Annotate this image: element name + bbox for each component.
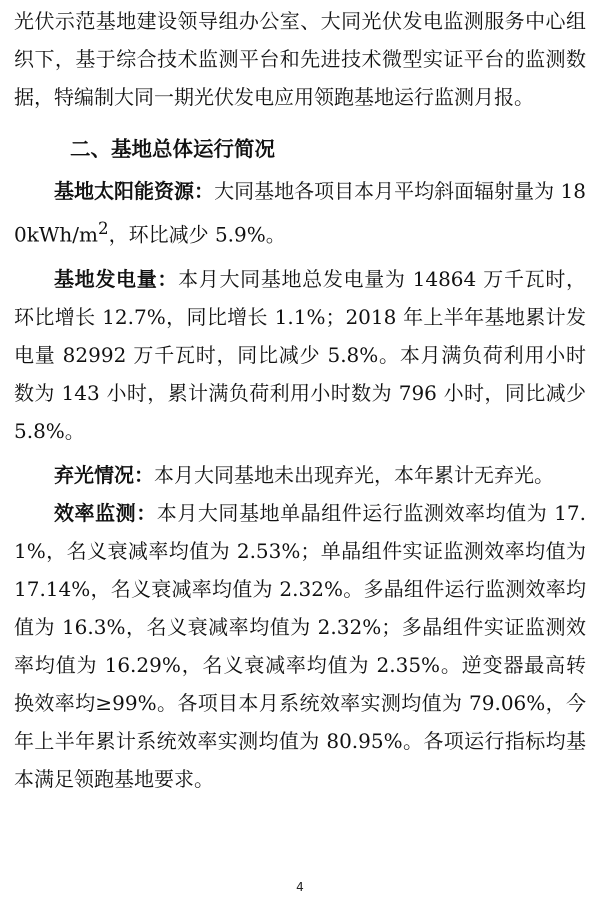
efficiency-paragraph [14,494,586,798]
solar-resource-text: 大同基地各项目本月平均斜面辐射量为 180kWh/m [14,179,586,247]
efficiency-label: 效率监测： [54,500,157,525]
page-number: 4 [296,880,304,894]
curtailment-label: 弃光情况： [54,462,154,487]
curtailment-text: 本月大同基地未出现弃光，本年累计无弃光。 [154,462,554,487]
solar-resource-text-end: ，环比减少 5.9%。 [108,222,286,247]
unit-superscript: 2 [97,219,109,238]
solar-resource-paragraph [14,172,586,254]
section-heading: 二、基地总体运行简况 [70,137,275,161]
curtailment-paragraph [14,456,586,494]
solar-resource-label: 基地太阳能资源： [54,179,215,203]
generation-text: 本月大同基地总发电量为 14864 万千瓦时，环比增长 12.7%，同比增长 1.1%；2018 年上半年基地累计发电量 82992 万千瓦时，同比减少 5.8%。本月满负荷利用小时数为 143 小时，累计满负荷利用小时数为 796 小时，同比减少 5.8%。 [14,266,587,443]
efficiency-text: 本月大同基地单晶组件运行监测效率均值为 17.1%，名义衰减率均值为 2.53%；单晶组件实证监测效率均值为 17.14%，名义衰减率均值为 2.32%。多晶组件运行监测效率均值为 16.3%，名义衰减率均值为 2.32%；多晶组件实证监测效率均值为 16.29%，名义衰减率均值为 2.35%。逆变器最高转换效率均≥99%。各项目本月系统效率实测均值为 79.06%，今年上半年累计系统效率实测均值为 80.95%。各项运行指标均基本满足领跑基地要求。 [14,500,586,791]
generation-label: 基地发电量： [54,266,179,291]
intro-paragraph: 光伏示范基地建设领导组办公室、大同光伏发电监测服务中心组织下，基于综合技术监测平台和先进技术微型实证平台的监测数据，特编制大同一期光伏发电应用领跑基地运行监测月报。 [14,9,586,109]
generation-paragraph [14,260,586,450]
document-body [14,0,586,798]
